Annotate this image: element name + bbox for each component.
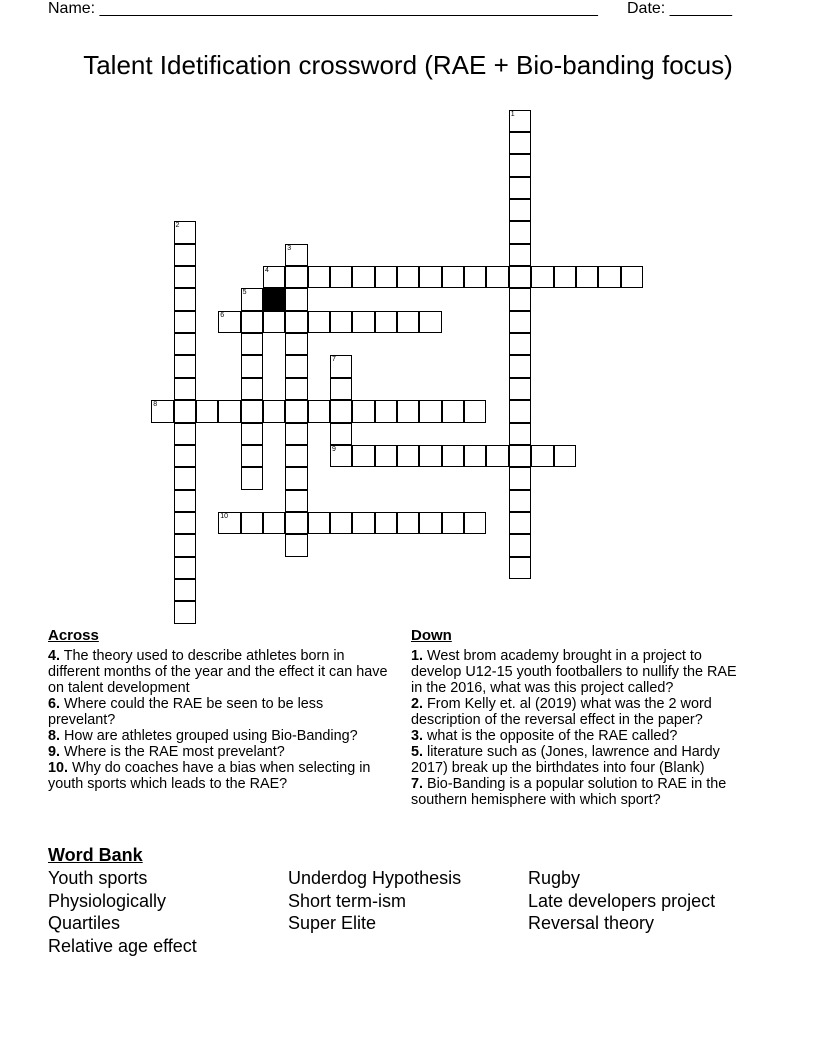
crossword-cell[interactable] <box>509 512 531 534</box>
across-clue-10: 10. Why do coaches have a bias when selecting in youth sports which leads to the RAE? <box>48 760 371 792</box>
crossword-cell[interactable] <box>151 400 173 422</box>
crossword-cell[interactable] <box>241 333 263 355</box>
down-heading: Down <box>411 627 452 644</box>
crossword-cell[interactable] <box>375 311 397 333</box>
word-bank-item: Short term-ism <box>288 890 407 911</box>
word-bank-item: Reversal theory <box>528 913 655 934</box>
crossword-cell[interactable] <box>352 400 374 422</box>
crossword-cell[interactable] <box>174 311 196 333</box>
crossword-cell[interactable] <box>509 244 531 266</box>
crossword-cell[interactable] <box>509 333 531 355</box>
crossword-cell[interactable] <box>285 333 307 355</box>
crossword-cell[interactable] <box>375 400 397 422</box>
across-clues <box>48 628 393 792</box>
crossword-cell[interactable] <box>330 355 352 377</box>
crossword-cell[interactable] <box>464 266 486 288</box>
clue-number: 8 <box>153 401 158 409</box>
crossword-cell[interactable] <box>285 311 307 333</box>
crossword-cell[interactable] <box>554 445 576 467</box>
down-clue-1: 1. West brom academy brought in a project to develop U12-15 youth footballers to nullify the RAE in the 2016, what was this project called? <box>411 648 737 696</box>
name-field: Name: ________________________________________________________ <box>48 0 598 17</box>
crossword-cell[interactable] <box>330 311 352 333</box>
crossword-cell[interactable] <box>486 445 508 467</box>
word-bank-item: Late developers project <box>528 890 716 911</box>
crossword-cell[interactable] <box>352 266 374 288</box>
crossword-cell[interactable] <box>397 400 419 422</box>
crossword-cell[interactable] <box>174 423 196 445</box>
crossword-cell[interactable] <box>174 333 196 355</box>
word-bank-column-1 <box>48 867 197 957</box>
crossword-cell[interactable] <box>509 110 531 132</box>
crossword-cell[interactable] <box>285 445 307 467</box>
crossword-cell[interactable] <box>397 445 419 467</box>
crossword-cell[interactable] <box>330 400 352 422</box>
crossword-cell[interactable] <box>263 311 285 333</box>
down-clue-7: 7. Bio-Banding is a popular solution to RAE in the southern hemisphere with which sport? <box>411 776 727 808</box>
crossword-cell[interactable] <box>174 355 196 377</box>
word-bank-heading: Word Bank <box>48 845 143 865</box>
clue-number: 9 <box>332 445 336 453</box>
crossword-cell[interactable] <box>352 445 374 467</box>
crossword-cell[interactable] <box>509 557 531 579</box>
crossword-cell[interactable] <box>352 311 374 333</box>
crossword-cell[interactable] <box>241 311 263 333</box>
crossword-cell[interactable] <box>330 266 352 288</box>
crossword-cell[interactable] <box>442 512 464 534</box>
crossword-cell[interactable] <box>397 311 419 333</box>
crossword-cell[interactable] <box>174 378 196 400</box>
crossword-cell[interactable] <box>218 512 240 534</box>
crossword-cell[interactable] <box>174 445 196 467</box>
crossword-cell[interactable] <box>285 490 307 512</box>
crossword-cell[interactable] <box>285 378 307 400</box>
crossword-cell[interactable] <box>509 132 531 154</box>
crossword-cell[interactable] <box>241 423 263 445</box>
crossword-cell[interactable] <box>509 355 531 377</box>
crossword-cell[interactable] <box>308 400 330 422</box>
crossword-cell[interactable] <box>419 400 441 422</box>
crossword-cell[interactable] <box>241 355 263 377</box>
across-clue-8: 8. How are athletes grouped using Bio-Banding? <box>48 728 358 744</box>
crossword-cell[interactable] <box>576 266 598 288</box>
crossword-cell[interactable] <box>285 534 307 556</box>
crossword-cell[interactable] <box>285 355 307 377</box>
crossword-cell[interactable] <box>464 445 486 467</box>
crossword-cell[interactable] <box>375 512 397 534</box>
crossword-cell[interactable] <box>308 311 330 333</box>
crossword-cell[interactable] <box>196 400 218 422</box>
crossword-cell[interactable] <box>218 400 240 422</box>
word-bank-item: Underdog Hypothesis <box>288 868 462 888</box>
crossword-cell[interactable] <box>241 400 263 422</box>
crossword-cell[interactable] <box>509 490 531 512</box>
crossword-cell[interactable] <box>419 311 441 333</box>
crossword-cell[interactable] <box>509 534 531 556</box>
crossword-cell[interactable] <box>464 400 486 422</box>
crossword-cell[interactable] <box>285 266 307 288</box>
crossword-cell[interactable] <box>419 445 441 467</box>
crossword-cell[interactable] <box>509 423 531 445</box>
crossword-cell[interactable] <box>509 288 531 310</box>
crossword-cell[interactable] <box>174 512 196 534</box>
crossword-cell[interactable] <box>442 266 464 288</box>
crossword-cell[interactable] <box>263 400 285 422</box>
crossword-cell[interactable] <box>375 266 397 288</box>
clue-number: 10 <box>220 512 229 520</box>
crossword-cell[interactable] <box>174 579 196 601</box>
crossword-cell[interactable] <box>330 378 352 400</box>
crossword-cell[interactable] <box>174 244 196 266</box>
down-clues <box>411 628 751 808</box>
crossword-cell[interactable] <box>397 266 419 288</box>
down-clue-5: 5. literature such as (Jones, lawrence and Hardy 2017) break up the birthdates into four (Blank) <box>411 744 720 776</box>
crossword-cell[interactable] <box>285 423 307 445</box>
crossword-cell[interactable] <box>509 467 531 489</box>
crossword-cell[interactable] <box>174 288 196 310</box>
crossword-cell[interactable] <box>419 512 441 534</box>
clue-number: 3 <box>287 244 292 252</box>
crossword-cell[interactable] <box>531 266 553 288</box>
crossword-cell[interactable] <box>263 512 285 534</box>
crossword-cell[interactable] <box>330 445 352 467</box>
crossword-cell[interactable] <box>330 423 352 445</box>
crossword-cell[interactable] <box>419 266 441 288</box>
crossword-cell[interactable] <box>241 467 263 489</box>
word-bank-item: Physiologically <box>48 890 167 911</box>
crossword-cell[interactable] <box>621 266 643 288</box>
black-cell <box>263 288 285 310</box>
clue-number: 1 <box>510 110 515 118</box>
crossword-cell[interactable] <box>285 467 307 489</box>
crossword-cell[interactable] <box>397 512 419 534</box>
page-title: Talent Idetification crossword (RAE + Bio-banding focus) <box>83 50 733 80</box>
crossword-cell[interactable] <box>174 557 196 579</box>
across-clue-4: 4. The theory used to describe athletes born in different months of the year and the effect it can have on talent development <box>48 648 388 696</box>
crossword-cell[interactable] <box>442 445 464 467</box>
crossword-cell[interactable] <box>509 311 531 333</box>
crossword-cell[interactable] <box>509 199 531 221</box>
crossword-cell[interactable] <box>174 534 196 556</box>
crossword-cell[interactable] <box>509 445 531 467</box>
word-bank-item: Super Elite <box>288 913 377 934</box>
clue-number: 6 <box>220 311 225 319</box>
crossword-cell[interactable] <box>174 266 196 288</box>
word-bank-item: Rugby <box>528 868 581 888</box>
clue-number: 2 <box>175 222 180 230</box>
crossword-cell[interactable] <box>263 266 285 288</box>
crossword-cell[interactable] <box>174 467 196 489</box>
crossword-cell[interactable] <box>174 490 196 512</box>
crossword-cell[interactable] <box>442 400 464 422</box>
down-clue-2: 2. From Kelly et. al (2019) what was the 2 word description of the reversal effect in the paper? <box>411 696 712 728</box>
crossword-cell[interactable] <box>509 266 531 288</box>
crossword-cell[interactable] <box>330 512 352 534</box>
crossword-cell[interactable] <box>486 266 508 288</box>
clue-number: 4 <box>264 267 269 275</box>
across-clue-9: 9. Where is the RAE most prevelant? <box>48 744 285 760</box>
crossword-cell[interactable] <box>509 221 531 243</box>
crossword-cell[interactable] <box>285 244 307 266</box>
clue-number: 5 <box>242 289 247 297</box>
date-field: Date: _______ <box>627 0 732 17</box>
crossword-cell[interactable] <box>241 445 263 467</box>
word-bank-column-2 <box>288 867 461 935</box>
word-bank-item: Quartiles <box>48 913 121 934</box>
down-clue-3: 3. what is the opposite of the RAE called? <box>411 728 678 744</box>
crossword-cell[interactable] <box>308 512 330 534</box>
clue-number: 7 <box>332 356 336 364</box>
crossword-cell[interactable] <box>531 445 553 467</box>
word-bank-item: Relative age effect <box>48 935 197 956</box>
crossword-cell[interactable] <box>509 400 531 422</box>
crossword-cell[interactable] <box>375 445 397 467</box>
crossword-cell[interactable] <box>509 154 531 176</box>
crossword-cell[interactable] <box>174 400 196 422</box>
word-bank-column-3 <box>528 867 715 935</box>
crossword-cell[interactable] <box>285 512 307 534</box>
crossword-cell[interactable] <box>241 512 263 534</box>
crossword-cell[interactable] <box>598 266 620 288</box>
crossword-cell[interactable] <box>174 601 196 623</box>
crossword-cell[interactable] <box>218 311 240 333</box>
crossword-cell[interactable] <box>464 512 486 534</box>
crossword-cell[interactable] <box>352 512 374 534</box>
across-heading: Across <box>48 627 99 644</box>
crossword-cell[interactable] <box>174 221 196 243</box>
crossword-cell[interactable] <box>308 266 330 288</box>
crossword-cell[interactable] <box>241 288 263 310</box>
crossword-cell[interactable] <box>285 400 307 422</box>
crossword-cell[interactable] <box>509 378 531 400</box>
word-bank-item: Youth sports <box>48 868 148 888</box>
across-clue-6: 6. Where could the RAE be seen to be less prevelant? <box>48 696 324 728</box>
crossword-cell[interactable] <box>554 266 576 288</box>
crossword-cell[interactable] <box>241 378 263 400</box>
crossword-cell[interactable] <box>509 177 531 199</box>
crossword-cell[interactable] <box>285 288 307 310</box>
